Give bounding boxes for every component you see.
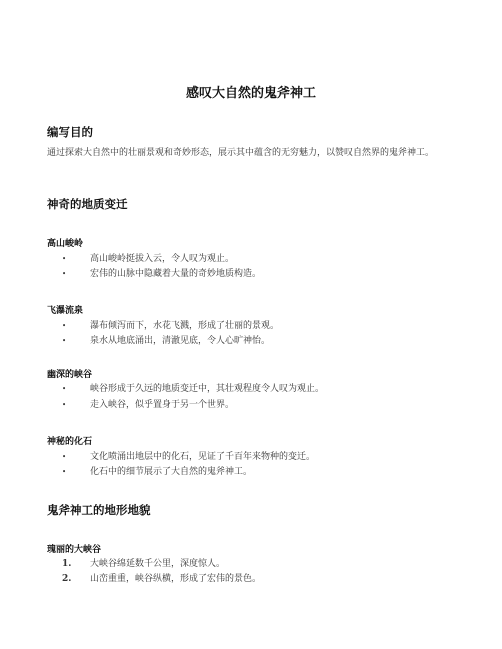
subsection-heading-waterfalls: 飞瀑流泉 bbox=[47, 306, 84, 316]
subsection-heading-canyons: 幽深的峡谷 bbox=[47, 370, 93, 380]
list-item bbox=[62, 381, 324, 394]
list-item bbox=[62, 571, 261, 584]
list-number: 2. bbox=[62, 574, 72, 584]
section-heading-landforms: 鬼斧神工的地形地貌 bbox=[47, 503, 151, 517]
list-item-text: 山峦重重，峡谷纵横，形成了宏伟的景色。 bbox=[90, 574, 262, 584]
list-item-text: 文化喷涌出地层中的化石，见证了千百年来物种的变迁。 bbox=[90, 452, 316, 462]
bullet-icon: • bbox=[62, 401, 67, 409]
list-item bbox=[62, 449, 315, 462]
section-heading-geology: 神奇的地质变迁 bbox=[47, 197, 128, 211]
section-paragraph-purpose: 通过探索大自然中的壮丽景观和奇妙形态，展示其中蕴含的无穷魅力，以赞叹自然界的鬼斧神工。 bbox=[47, 148, 435, 158]
list-item-text: 走入峡谷，似乎置身于另一个世界。 bbox=[90, 400, 235, 410]
list-item-text: 宏伟的山脉中隐藏着大量的奇妙地质构造。 bbox=[90, 269, 262, 279]
bullet-icon: • bbox=[62, 270, 67, 278]
list-item bbox=[62, 556, 225, 569]
list-item-text: 瀑布倾泻而下，水花飞溅，形成了壮丽的景观。 bbox=[90, 321, 280, 331]
list-item-text: 泉水从地底涌出，清澈见底，令人心旷神怡。 bbox=[90, 336, 271, 346]
bullet-icon: • bbox=[62, 337, 67, 345]
list-item-text: 大峡谷绵延数千公里，深度惊人。 bbox=[90, 559, 226, 569]
list-item bbox=[62, 251, 234, 264]
bullet-icon: • bbox=[62, 468, 67, 476]
list-item bbox=[62, 333, 270, 346]
list-item-text: 化石中的细节展示了大自然的鬼斧神工。 bbox=[90, 467, 253, 477]
list-item bbox=[62, 266, 261, 279]
bullet-icon: • bbox=[62, 385, 67, 393]
document-title: 感叹大自然的鬼斧神工 bbox=[185, 86, 316, 101]
subsection-heading-grand-canyon: 瑰丽的大峡谷 bbox=[47, 545, 102, 555]
subsection-heading-mountains: 高山峻岭 bbox=[47, 239, 84, 249]
bullet-icon: • bbox=[62, 453, 67, 461]
list-item bbox=[62, 464, 252, 477]
section-heading-purpose: 编写目的 bbox=[47, 125, 93, 139]
subsection-heading-fossils: 神秘的化石 bbox=[47, 437, 93, 447]
list-item bbox=[62, 397, 234, 410]
list-number: 1. bbox=[62, 559, 72, 569]
list-item-text: 峡谷形成于久远的地质变迁中，其壮观程度令人叹为观止。 bbox=[90, 384, 325, 394]
bullet-icon: • bbox=[62, 322, 67, 330]
bullet-icon: • bbox=[62, 255, 67, 263]
list-item-text: 高山峻岭挺拔入云，令人叹为观止。 bbox=[90, 254, 235, 264]
list-item bbox=[62, 318, 279, 331]
